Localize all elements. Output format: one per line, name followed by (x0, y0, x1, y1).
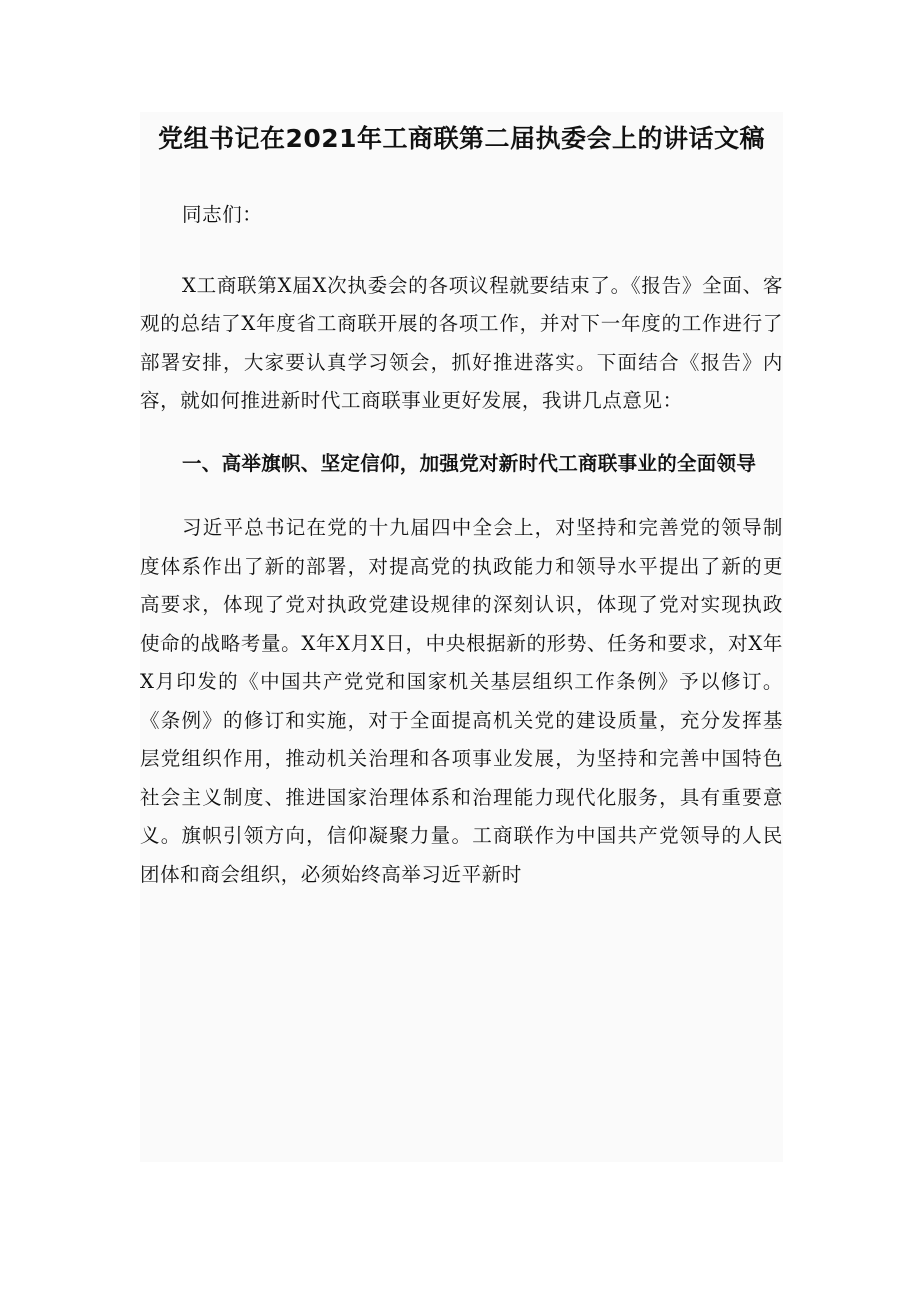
paragraph-body: 习近平总书记在党的十九届四中全会上，对坚持和完善党的领导制度体系作出了新的部署，对提高党的执政能力和领导水平提出了新的更高要求，体现了党对执政党建设规律的深刻认识，体现了党对实现执政使命的战略考量。X年X月X日，中央根据新的形势、任务和要求，对X年X月印发的《中国共产党党和国家机关基层组织工作条例》予以修订。《条例》的修订和实施，对于全面提高机关党的建设质量，充分发挥基层党组织作用，推动机关治理和各项事业发展，为坚持和完善中国特色社会主义制度、推进国家治理体系和治理能力现代化服务，具有重要意义。旗帜引领方向，信仰凝聚力量。工商联作为中国共产党领导的人民团体和商会组织，必须始终高举习近平新时 (140, 516, 783, 886)
greeting: 同志们： (182, 203, 263, 226)
section-heading: 一、高举旗帜、坚定信仰，加强党对新时代工商联事业的全面领导 (182, 451, 757, 475)
document-page (140, 112, 783, 1162)
paragraph-intro: X工商联第X届X次执委会的各项议程就要结束了。《报告》全面、客观的总结了X年度省工商联开展的各项工作，并对下一年度的工作进行了部署安排，大家要认真学习领会，抓好推进落实。下面结合《报告》内容，就如何推进新时代工商联事业更好发展，我讲几点意见： (140, 273, 783, 412)
document-title: 党组书记在2021年工商联第二届执委会上的讲话文稿 (157, 124, 766, 153)
